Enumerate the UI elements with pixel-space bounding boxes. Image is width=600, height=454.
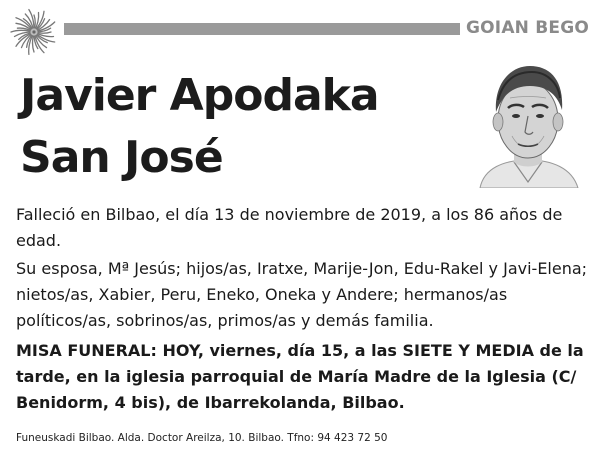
header-bar [64,23,460,35]
death-notice: Falleció en Bilbao, el día 13 de noviembre de 2019, a los 86 años de edad. [16,205,563,250]
flower-icon [6,4,62,56]
family-list: Su esposa, Mª Jesús; hijos/as, Iratxe, Marije-Jon, Edu-Rakel y Javi-Elena; nietos/as, Xabier, Peru, Eneko, Oneka y Andere; hermanos/as políticos/as, sobrinos/as, primos/as y demás familia. [16,259,588,330]
deceased-name-line2: San José [20,132,223,183]
deceased-name-line1: Javier Apodaka [20,70,379,121]
funeral-mass-details: MISA FUNERAL: HOY, viernes, día 15, a las SIETE Y MEDIA de la tarde, en la iglesia parroquial de María Madre de la Iglesia (C/ Benidorm, 4 bis), de Ibarrekolanda, Bilbao. [16,341,584,412]
funeral-home-info: Funeuskadi Bilbao. Alda. Doctor Areilza, 10. Bilbao. Tfno: 94 423 72 50 [16,432,388,444]
brand-label: GOIAN BEGO [466,18,590,38]
portrait-photo [474,60,582,188]
